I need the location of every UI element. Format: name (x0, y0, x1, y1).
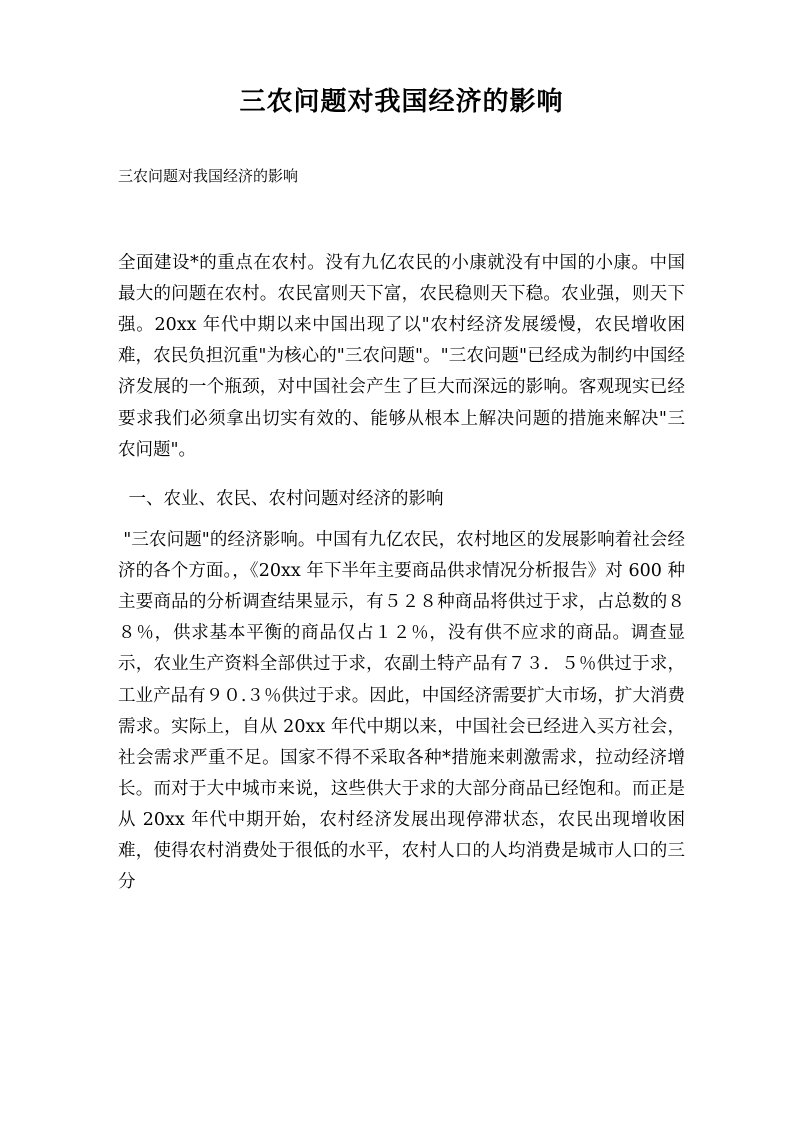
page-title: 三农问题对我国经济的影响 (239, 87, 564, 117)
document-subtitle: 三农问题对我国经济的影响 (118, 166, 299, 185)
intro-paragraph: 全面建设*的重点在农村。没有九亿农民的小康就没有中国的小康。中国最大的问题在农村。农民富则天下富，农民稳则天下稳。农业强，则天下强。20xx 年代中期以来中国出现了以"农村经济发展缓慢，农民增收困难，农民负担沉重"为核心的"三农问题"。"三农问题"已经成为制约中国经济发展的一个瓶颈，对中国社会产生了巨大而深远的影响。客观现实已经要求我们必须拿出切实有效的、能够从根本上解决问题的措施来解决"三农问题"。 (118, 252, 685, 460)
section-body-paragraph-1: "三农问题"的经济影响。中国有九亿农民，农村地区的发展影响着社会经济的各个方面。，《20xx 年下半年主要商品供求情况分析报告》对 600 种主要商品的分析调查结果显示，有５２８种商品将供过于求，占总数的８８％，供求基本平衡的商品仅占１２％，没有供不应求的商品。调查显示，农业生产资料全部供过于求，农副土特产品有７３．５％供过于求，工业产品有９０.３％供过于求。因此，中国经济需要扩大市场，扩大消费需求。实际上，自从 20xx 年代中期以来，中国社会已经进入买方社会，社会需求严重不足。国家不得不采取各种*措施来刺激需求，拉动经济增长。而对于大中城市来说，这些供大于求的大部分商品已经饱和。而正是从 20xx 年代中期开始，农村经济发展出现停滞状态，农民出现增收困难，使得农村消费处于很低的水平，农村人口的人均消费是城市人口的三分 (118, 529, 685, 893)
section-heading-1: 一、农业、农民、农村问题对经济的影响 (128, 488, 444, 509)
